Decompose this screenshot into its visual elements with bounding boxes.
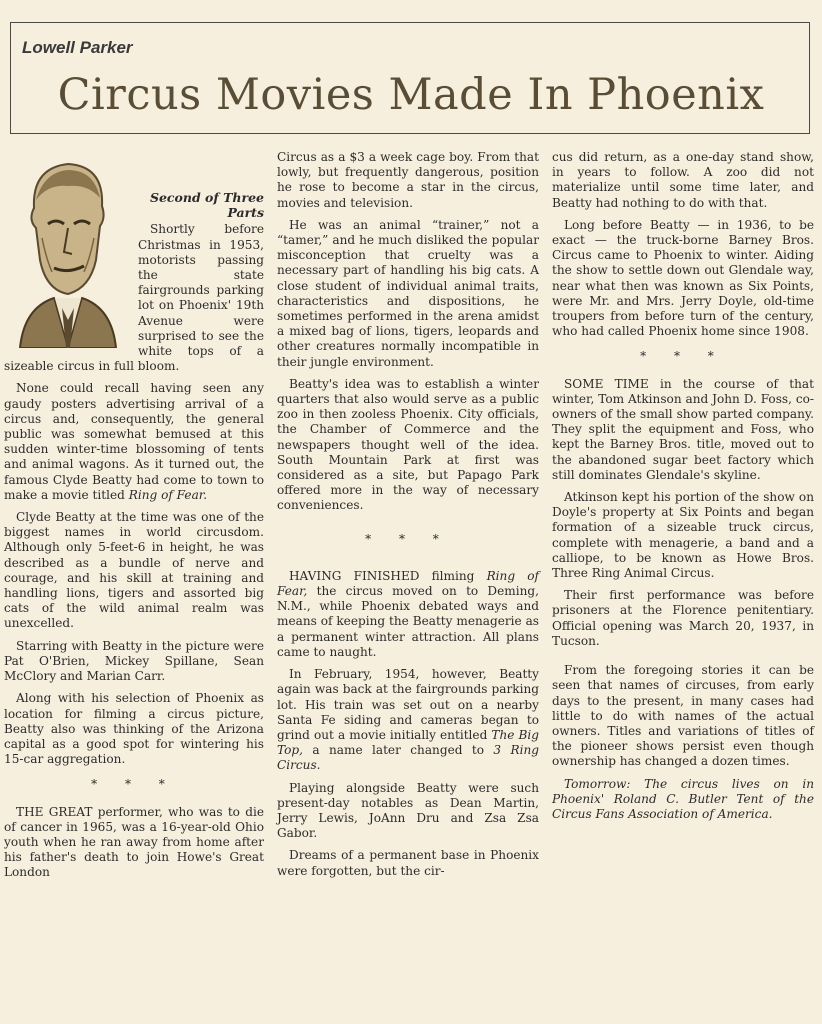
paragraph [277,667,539,773]
paragraph: Circus as a $3 a week cage boy. From that lowly, but frequently dangerous, position he rose to become a star in the circus, movies and television. [277,150,539,210]
column-2 [277,150,539,886]
subhead: Second of Three Parts [149,190,264,221]
paragraph: Their first performance was before prisoners at the Florence penitentiary. Official opening was March 20, 1937, in Tucson. [552,588,814,648]
paragraph-text: a name later changed to [312,743,484,758]
paragraph: Starring with Beatty in the picture were Pat O'Brien, Mickey Spillane, Sean McClory and Marian Carr. [4,638,264,684]
byline: Lowell Parker [22,38,133,57]
movie-title: Ring of Fear, [277,568,539,599]
paragraph: Dreams of a permanent base in Phoenix were forgotten, but the cir- [277,848,539,878]
movie-title: Ring of Fear. [128,487,208,502]
movie-title: 3 Ring Circus. [277,743,539,773]
column-3 [552,150,814,829]
movie-title: The Big Top, [277,727,539,758]
author-portrait [4,148,132,348]
paragraph: From the foregoing stories it can be seen that names of circuses, from early days to the present, in many cases had little to do with names of the actual owners. Titles and variations of titles of the pioneer shows persist even though ownership has changed a dozen times. [552,663,814,769]
paragraph: Long before Beatty — in 1936, to be exact — the truck-borne Barney Bros. Circus came to Phoenix to winter. Aiding the show to settle down out Glendale way, near what then was known as Six Points, were Mr. and Mrs. Jerry Doyle, old-time troupers from before turn of the century, who had called Phoenix home since 1908. [552,217,814,339]
paragraph [4,381,264,503]
section-divider: * * * [91,777,177,792]
paragraph: He was an animal “trainer,” not a “tamer,” and he much disliked the popular misconception that cruelty was a necessary part of handling his big cats. A close student of individual animal traits, characteristics and dispositions, he sometimes performed in the arena amidst a mixed bag of lions, tigers, leopards and other creatures normally incompatible in their jungle environment. [277,217,539,369]
section-divider: * * * [365,531,451,546]
paragraph: Clyde Beatty at the time was one of the biggest names in world circusdom. Although only 5-feet-6 in height, he was described as a bundle of nerve and courage, and his skill at training and handling lions, tigers and assorted big cats of the wild animal realm was unexcelled. [4,510,264,631]
tomorrow-note: Tomorrow: The circus lives on in Phoenix' Roland C. Butler Tent of the Circus Fans Association of America. [552,776,814,821]
paragraph: THE GREAT performer, who was to die of cancer in 1965, was a 16-year-old Ohio youth when he ran away from home after his father's death to join Howe's Great London [4,804,264,880]
paragraph: Atkinson kept his portion of the show on Doyle's property at Six Points and began formation of a sizeable truck circus, complete with menagerie, a band and a calliope, to be known as Howe Bros. Three Ring Animal Circus. [552,490,814,581]
headline: Circus Movies Made In Phoenix [57,70,765,120]
paragraph: Along with his selection of Phoenix as location for filming a circus picture, Beatty also was thinking of the Arizona capital as a good spot for wintering his 15-car aggregation. [4,691,264,767]
paragraph-text: In February, 1954, however, Beatty again was back at the fairgrounds parking lot. His train was set out on a nearby Santa Fe siding and cameras began to grind out a movie initially entitled [277,667,539,742]
paragraph [277,569,539,660]
paragraph-text: None could recall having seen any gaudy posters advertising arrival of a circus and, consequently, the general public was somewhat bemused at this sudden winter-time blossoming of tents and animal wagons. As it turned out, the famous Clyde Beatty had come to town to make a movie titled [4,381,264,502]
paragraph: Playing alongside Beatty were such present-day notables as Dean Martin, Jerry Lewis, JoAnn Dru and Zsa Zsa Gabor. [277,780,539,841]
column-1 [4,148,264,888]
paragraph: cus did return, as a one-day stand show, in years to follow. A zoo did not materialize until some time later, and Beatty had nothing to do with that. [552,150,814,210]
section-divider: * * * [640,349,726,364]
paragraph-text: HAVING FINISHED filming [289,568,475,583]
paragraph-text: the circus moved on to Deming, N.M., while Phoenix debated ways and means of keeping the Beatty menagerie as a permanent winter attraction. All plans came to naught. [277,584,539,659]
paragraph: SOME TIME in the course of that winter, Tom Atkinson and John D. Foss, co-owners of the small show parted company. They split the equipment and Foss, who kept the Barney Bros. title, moved out to the abandoned sugar beet factory which still dominates Glendale's skyline. [552,376,814,482]
paragraph: Beatty's idea was to establish a winter quarters that also would serve as a public zoo in then zooless Phoenix. City officials, the Chamber of Commerce and the newspapers thought well of the idea. South Mountain Park at first was considered as a site, but Papago Park offered more in the way of necessary conveniences. [277,376,539,513]
paragraph: Shortly before Christmas in 1953, motorists passing the state fairgrounds parking lot on Phoenix' 19th Avenue were surprised to see the white tops of a sizeable circus in full bloom. [4,222,264,374]
